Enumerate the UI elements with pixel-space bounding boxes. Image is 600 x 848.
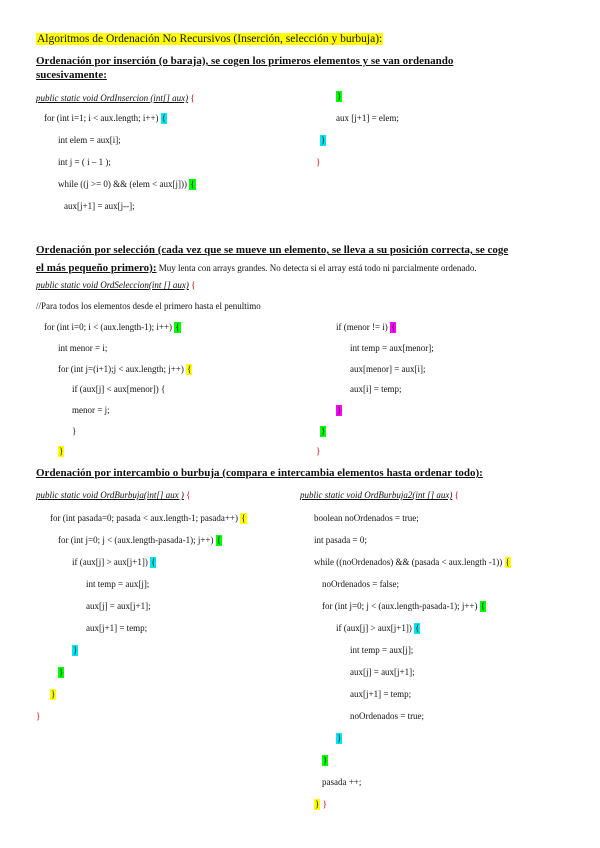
bubble-right-signature-line: [300, 490, 459, 501]
bubble-right-code-line: pasada ++;: [322, 777, 362, 787]
selection-heading-line-1: Ordenación por selección (cada vez que se mueve un elemento, se lleva a su posición correcta, se coge: [36, 244, 509, 256]
bubble-right-code-line: int pasada = 0;: [314, 535, 367, 545]
bubble-right-code-line: [314, 557, 511, 568]
bubble-right-code-line: int temp = aux[j];: [350, 645, 414, 655]
selection-code-line: aux[i] = temp;: [350, 384, 402, 394]
selection-code-line: [58, 364, 192, 375]
bubble-left-code-line: aux[j+1] = temp;: [86, 623, 148, 633]
bubble-right-code-line: aux[j] = aux[j+1];: [350, 667, 415, 677]
selection-code-line: int menor = i;: [58, 343, 108, 353]
selection-close-brace: }: [337, 405, 342, 415]
bubble-left-code-line: [50, 513, 247, 524]
bubble-left-pasada-brace: {: [241, 513, 246, 523]
selection-open-brace: {: [191, 280, 196, 290]
selection-inner-brace: {: [187, 364, 192, 374]
insertion-close-brace: }: [321, 135, 326, 145]
bubble-left-j-brace: {: [216, 535, 222, 545]
bubble-right-close-brace: }: [323, 755, 328, 765]
selection-outer-brace: {: [175, 322, 180, 332]
insertion-for-loop: for (int i=1; i < aux.length; i++): [44, 113, 159, 123]
selection-inner-for: for (int j=(i+1);j < aux.length; j++): [58, 364, 184, 374]
bubble-left-close-brace: }: [73, 645, 78, 655]
bubble-right-method-close: }: [322, 799, 327, 809]
selection-close-brace: }: [72, 426, 77, 436]
bubble-right-code-line: [322, 601, 486, 612]
selection-heading-note: Muy lenta con arrays grandes. No detecta si el array está todo ni parcialmente ordenado.: [156, 263, 477, 273]
selection-heading-line-2: [36, 258, 477, 276]
insertion-code-line: [58, 179, 196, 190]
insertion-code-line: aux [j+1] = elem;: [336, 113, 399, 123]
selection-heading-bold: el más pequeño primero):: [36, 262, 157, 274]
bubble-right-code-line: noOrdenados = true;: [350, 711, 425, 721]
selection-outer-for: for (int i=0; i < (aux.length-1); i++): [44, 322, 173, 332]
insertion-heading-line-1: Ordenación por inserción (o baraja), se cogen los primeros elementos y se van ordenando: [36, 55, 454, 67]
insertion-while-loop: while ((j >= 0) && (elem < aux[j])): [58, 179, 187, 189]
document-title: Algoritmos de Ordenación No Recursivos (Inserción, selección y burbuja):: [37, 33, 383, 45]
bubble-left-close-brace: }: [51, 689, 56, 699]
selection-if-brace: {: [161, 384, 166, 394]
bubble-left-if: if (aux[j] > aux[j+1]): [72, 557, 148, 567]
bubble-heading: Ordenación por intercambio o burbuja (compara e intercambia elementos hasta ordenar todo):: [36, 467, 483, 479]
selection-menor-brace: {: [391, 322, 396, 332]
bubble-left-pasada-for: for (int pasada=0; pasada < aux.length-1; pasada++): [50, 513, 238, 523]
bubble-right-close-braces: [314, 799, 327, 810]
selection-code-line: int temp = aux[menor];: [350, 343, 434, 353]
bubble-left-open-brace: {: [186, 490, 191, 500]
bubble-right-close-brace: }: [337, 733, 342, 743]
bubble-right-while: while ((noOrdenados) && (pasada < aux.length -1)): [314, 557, 503, 567]
insertion-code-line: int elem = aux[i];: [58, 135, 121, 145]
insertion-heading-line-2: sucesivamente:: [36, 69, 107, 81]
insertion-open-brace: {: [190, 93, 195, 103]
bubble-left-code-line: [58, 535, 222, 546]
bubble-right-j-for: for (int j=0; j < (aux.length-pasada-1); j++): [322, 601, 478, 611]
insertion-signature: public static void OrdInsercion (int[] aux): [36, 93, 189, 103]
document-title-block: [36, 29, 383, 47]
bubble-right-if: if (aux[j] > aux[j+1]): [336, 623, 412, 633]
bubble-right-code-line: boolean noOrdenados = true;: [314, 513, 419, 523]
bubble-left-signature: public static void OrdBurbuja(int[] aux ): [36, 490, 184, 500]
bubble-left-close-brace: }: [59, 667, 64, 677]
selection-code-line: [72, 384, 165, 395]
bubble-left-signature-line: [36, 490, 190, 501]
selection-code-line: aux[menor] = aux[i];: [350, 364, 426, 374]
selection-code-line: [44, 322, 181, 333]
bubble-left-if-brace: {: [151, 557, 156, 567]
selection-signature: public static void OrdSeleccion(int [] aux): [36, 280, 189, 290]
insertion-close-brace: }: [316, 157, 321, 167]
insertion-code-line: int j = ( i – 1 );: [58, 157, 111, 167]
bubble-right-code-line: aux[j+1] = temp;: [350, 689, 412, 699]
bubble-right-code-line: noOrdenados = false;: [322, 579, 400, 589]
bubble-right-while-brace: {: [505, 557, 510, 567]
insertion-signature-line: [36, 93, 195, 104]
bubble-left-code-line: aux[j] = aux[j+1];: [86, 601, 151, 611]
selection-if: if (aux[j] < aux[menor]): [72, 384, 159, 394]
bubble-left-code-line: int temp = aux[j];: [86, 579, 150, 589]
bubble-left-close-brace: }: [36, 711, 41, 721]
bubble-right-code-line: [336, 623, 420, 634]
bubble-right-j-brace: {: [480, 601, 486, 611]
selection-comment: //Para todos los elementos desde el primero hasta el penultimo: [36, 301, 261, 311]
insertion-code-line: aux[j+1] = aux[j--];: [64, 201, 135, 211]
insertion-while-brace: {: [190, 179, 195, 189]
bubble-left-j-for: for (int j=0; j < (aux.length-pasada-1); j++): [58, 535, 214, 545]
bubble-right-if-brace: {: [415, 623, 420, 633]
selection-code-line: menor = j;: [72, 405, 110, 415]
selection-menor-if: if (menor != i): [336, 322, 388, 332]
selection-close-brace: }: [316, 446, 321, 456]
selection-close-brace: }: [321, 426, 326, 436]
selection-code-line: [336, 322, 396, 333]
insertion-code-line: [44, 113, 167, 124]
insertion-close-brace: }: [337, 91, 342, 101]
insertion-for-brace: {: [161, 113, 167, 123]
bubble-right-while-close: }: [315, 799, 320, 809]
bubble-right-signature: public static void OrdBurbuja2(int [] aux): [300, 490, 453, 500]
bubble-right-open-brace: {: [454, 490, 459, 500]
bubble-left-code-line: [72, 557, 156, 568]
selection-close-brace: }: [59, 446, 64, 456]
selection-signature-line: [36, 280, 195, 291]
